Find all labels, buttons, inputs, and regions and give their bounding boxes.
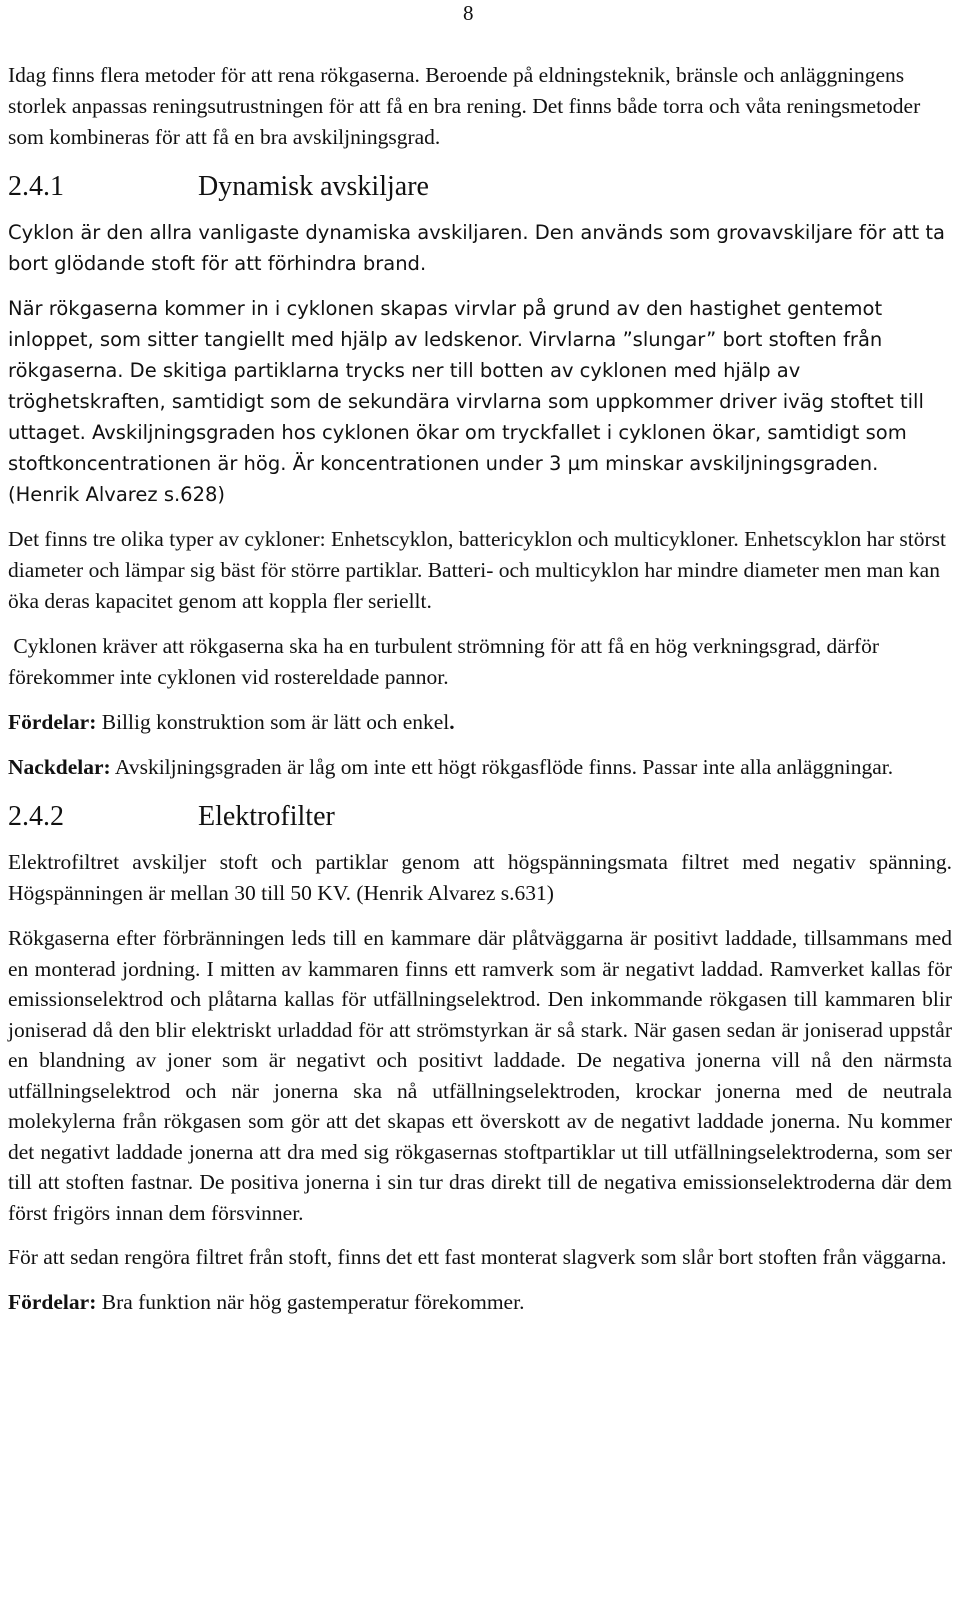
section-title: Dynamisk avskiljare (198, 171, 429, 202)
intro-paragraph: Idag finns flera metoder för att rena rökgaserna. Beroende på eldningsteknik, bränsle och anläggningens storlek anpassas reningsutrustningen för att få en bra rening. Det finns både torra och våta reningsmetoder som kombineras för att få en bra avskiljningsgrad. (8, 63, 921, 149)
cons-text: Avskiljningsgraden är låg om inte ett högt rökgasflöde finns. Passar inte alla anläggningar. (110, 755, 894, 779)
cyklon-pros (8, 707, 952, 738)
section-heading-elektrofilter (8, 797, 952, 837)
page-number: 8 (463, 1, 474, 25)
section-title: Elektrofilter (198, 801, 335, 832)
elektrofilter-pros (8, 1287, 952, 1318)
pros-text: Billig konstruktion som är lätt och enkel (96, 710, 450, 734)
elektrofilter-intro-paragraph: Elektrofiltret avskiljer stoft och partiklar genom att högspänningsmata filtret med negativ spänning. Högspänningen är mellan 30 till 50 KV. (Henrik Alvarez s.631) (8, 850, 952, 905)
document-body (8, 60, 952, 1332)
pros-end: . (449, 710, 455, 734)
pros-text: Bra funktion när hög gastemperatur förekommer. (96, 1290, 525, 1314)
section-number: 2.4.1 (8, 171, 64, 202)
cyklon-intro-paragraph: Cyklon är den allra vanligaste dynamiska avskiljaren. Den används som grovavskiljare för att ta bort glödande stoft för att förhindra brand. (8, 221, 945, 275)
cyklon-cons (8, 752, 952, 783)
section-number: 2.4.2 (8, 801, 64, 832)
cons-label: Nackdelar: (8, 755, 111, 779)
section-heading-dynamisk-avskiljare (8, 167, 952, 207)
cyklon-types-paragraph: Det finns tre olika typer av cykloner: Enhetscyklon, battericyklon och multicykloner. Enhetscyklon har störst diameter och lämpar sig bäst för större partiklar. Batteri- och multicyklon har mindre diameter men man kan öka deras kapacitet genom att koppla fler seriellt. (8, 527, 947, 613)
pros-label: Fördelar: (8, 710, 97, 734)
cyklon-turbulence-paragraph: Cyklonen kräver att rökgaserna ska ha en turbulent strömning för att få en hög verkningsgrad, därför förekommer inte cyklonen vid rostereldade pannor. (8, 634, 885, 689)
elektrofilter-mechanism-paragraph: Rökgaserna efter förbränningen leds till en kammare där plåtväggarna är positivt laddade, tillsammans med en monterad jordning. I mitten av kammaren finns ett ramverk som är negativt laddad. Ramverket kallas för emissionselektrod och plåtarna kallas för utfällningselektrod. Den inkommande rökgasen till kammaren blir joniserad då den blir elektriskt urladdad för att strömstyrkan är så stark. När gasen sedan är joniserad uppstår en blandning av joner som är negativt och positivt laddade. De negativa jonerna vill nå den närmsta utfällningselektrod och när jonerna ska nå utfällningselektroden, krockar jonerna med de neutrala molekylerna från rökgasen som gör att det skapas ett överskott av de negativt laddade jonerna. Nu kommer det negativt laddade jonerna att dra med sig rökgasernas stoftpartiklar ut till utfällningselektroderna, som ser till att stoften fastnar. De positiva jonerna i sin tur dras direkt till de negativa emissionselektroderna där dem först frigörs innan dem försvinner. (8, 926, 952, 1225)
elektrofilter-cleaning-paragraph: För att sedan rengöra filtret från stoft, finns det ett fast monterat slagverk som slår bort stoften från väggarna. (8, 1245, 947, 1269)
pros-label: Fördelar: (8, 1290, 97, 1314)
cyklon-mechanism-paragraph: När rökgaserna kommer in i cyklonen skapas virvlar på grund av den hastighet gentemot inloppet, som sitter tangiellt med hjälp av ledskenor. Virvlarna ”slungar” bort stoften från rökgaserna. De skitiga partiklarna trycks ner till botten av cyklonen med hjälp av tröghetskraften, samtidigt som de sekundära virvlarna som uppkommer driver iväg stoftet till uttaget. Avskiljningsgraden hos cyklonen ökar om tryckfallet i cyklonen ökar, samtidigt som stoftkoncentrationen är hög. Är koncentrationen under 3 µm minskar avskiljningsgraden. (Henrik Alvarez s.628) (8, 297, 924, 506)
